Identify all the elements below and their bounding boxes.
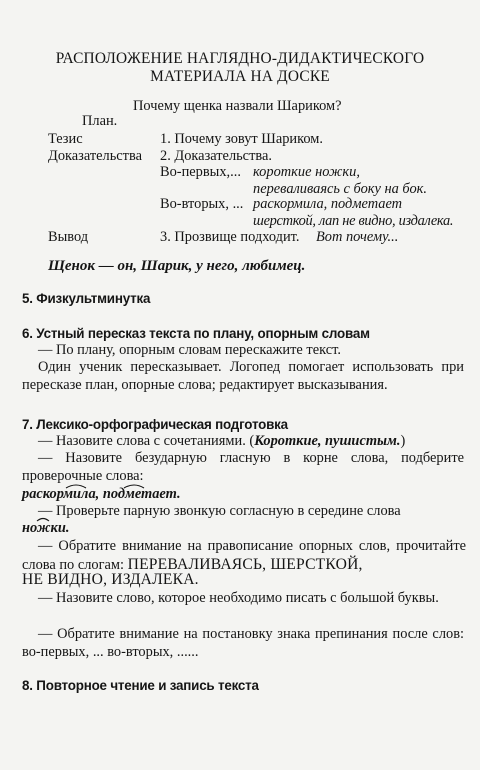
section-7-caps-words: ПЕРЕВАЛИВАЯСЬ, ШЕРСТКОЙ, (127, 555, 363, 573)
thesis-label: Тезис (48, 131, 83, 147)
section-7-para-1-words: Короткие, пушистым. (254, 433, 401, 449)
stress-arc-marks (64, 482, 148, 490)
section-7-para-2: — Назовите безударную гласную в корне слова, подберите проверочные слова: (22, 450, 464, 484)
conclusion-label: Вывод (48, 229, 89, 245)
second-line-1: раскормила, подметает (253, 196, 403, 212)
section-6-title: 6. Устный пересказ текста по плану, опорным словам (22, 326, 370, 341)
conclusion-text: 3. Прозвище подходит. (160, 229, 300, 245)
section-7-words: раскормила, подметает. (22, 486, 181, 502)
section-7-title: 7. Лексико-орфографическая подготовка (22, 417, 288, 432)
section-6-para-1: — По плану, опорным словам перескажите текст. (38, 342, 341, 358)
first-line-2: переваливаясь с боку на бок. (253, 181, 427, 197)
section-8-title: 8. Повторное чтение и запись текста (22, 678, 259, 693)
proof-text: 2. Доказательства. (160, 148, 272, 164)
plan-label: План. (82, 113, 118, 129)
section-7-para-3-word: ножки. (22, 520, 70, 536)
conclusion-extra: Вот почему... (316, 229, 399, 245)
second-label: Во-вторых, ... (160, 196, 244, 212)
proof-label: Доказательства (48, 148, 142, 164)
section-7-para-1-text: — Назовите слова с сочетаниями. ( (38, 433, 255, 449)
section-7-para-1-close: ) (400, 433, 406, 449)
first-label: Во-первых,... (160, 164, 241, 180)
section-7-para-1 (38, 433, 405, 451)
second-line-2: шерсткой, лап не видно, издалека. (253, 213, 454, 229)
title-line-1: РАСПОЛОЖЕНИЕ НАГЛЯДНО-ДИДАКТИЧЕСКОГО (55, 50, 425, 67)
section-6-para-2: Один ученик пересказывает. Логопед помогает использовать при пересказе план, опорные слова; редактирует высказывания. (22, 359, 464, 393)
section-7-para-6: — Обратите внимание на постановку знака препинания после слов: во-первых, ... во-вторых, ...... (22, 626, 464, 660)
section-7-para-5: — Назовите слово, которое необходимо писать с большой буквы. (38, 590, 439, 606)
underline-arc-mark (36, 516, 50, 522)
section-7-para-3: — Проверьте парную звонкую согласную в середине слова (38, 503, 401, 519)
section-7-para-4-text: — Обратите внимание на правописание опорных слов, прочитайте слова по слогам: (22, 538, 466, 573)
thesis-text: 1. Почему зовут Шариком. (160, 131, 323, 147)
section-7-para-4 (22, 538, 466, 574)
first-line-1: короткие ножки, (253, 164, 360, 180)
title-line-2: МАТЕРИАЛА НА ДОСКЕ (150, 68, 330, 85)
board-question: Почему щенка назвали Шариком? (133, 98, 342, 114)
summary-line: Щенок — он, Шарик, у него, любимец. (48, 258, 306, 274)
section-5-title: 5. Физкультминутка (22, 291, 151, 306)
section-7-caps-line: НЕ ВИДНО, ИЗДАЛЕКА. (22, 571, 199, 588)
